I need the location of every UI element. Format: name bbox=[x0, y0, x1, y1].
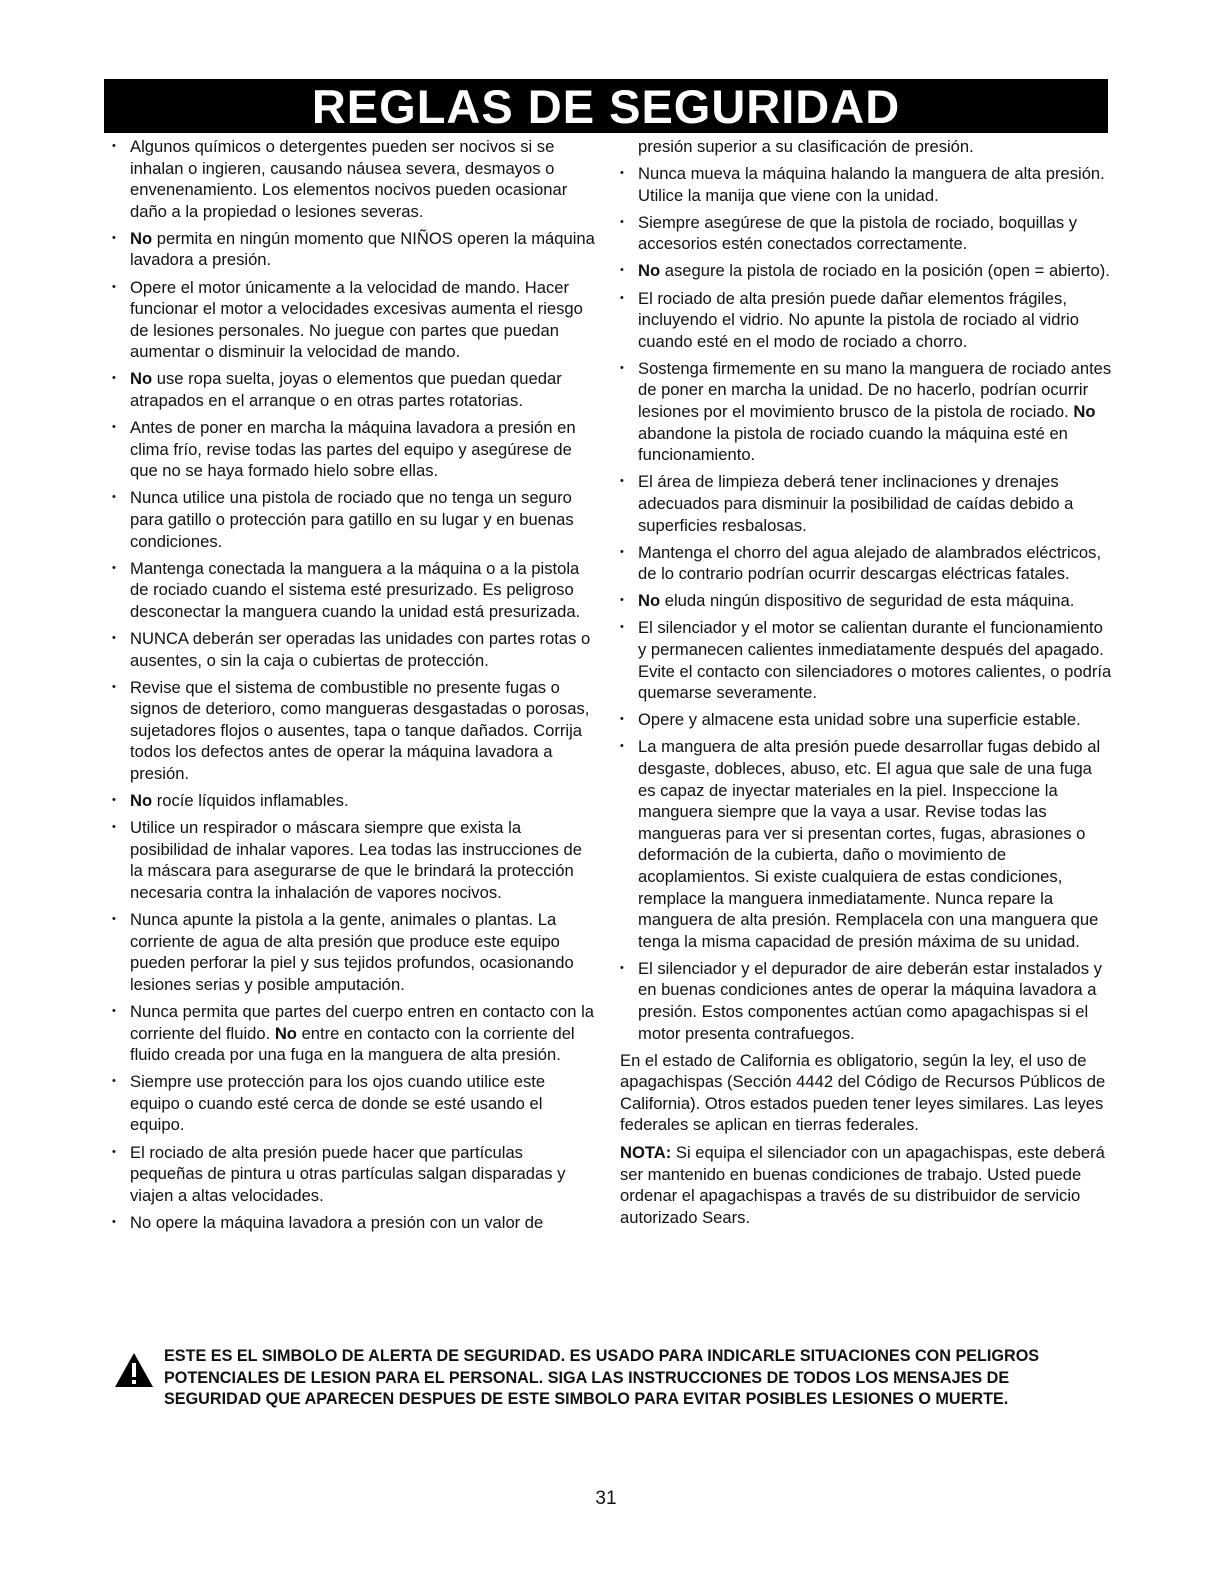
left-rules-list bbox=[112, 136, 598, 1233]
nota-paragraph bbox=[620, 1142, 1112, 1228]
rule-item bbox=[620, 288, 1112, 353]
rule-text: permita en ningún momento que NIÑOS operen la máquina lavadora a presión. bbox=[130, 228, 595, 270]
rule-text: Sostenga firmemente en su mano la manguera de rociado antes de poner en marcha la unidad. De no hacerlo, podrían ocurrir lesiones por el movimiento brusco de la pistola de rociado. bbox=[638, 358, 1112, 422]
rule-emphasis: No bbox=[130, 791, 153, 811]
rule-item bbox=[112, 417, 598, 482]
rule-text: El rociado de alta presión puede dañar elementos frágiles, incluyendo el vidrio. No apunte la pistola de rociado al vidrio cuando esté en el modo de rociado a chorro. bbox=[638, 288, 1079, 351]
rule-text: Mantenga conectada la manguera a la máquina o a la pistola de rociado cuando el sistema esté presurizado. Es peligroso desconectar la manguera cuando la unidad está presurizada. bbox=[130, 558, 581, 621]
nota-label: NOTA: bbox=[620, 1143, 672, 1163]
rule-item bbox=[112, 228, 598, 271]
rule-emphasis: No bbox=[130, 369, 153, 389]
rule-item bbox=[112, 790, 598, 812]
rule-text: Siempre use protección para los ojos cuando utilice este equipo o cuando esté cerca de donde se esté usando el equipo. bbox=[130, 1072, 546, 1135]
rule-emphasis: No bbox=[638, 591, 661, 611]
safety-alert bbox=[114, 1346, 1094, 1411]
rule-text: La manguera de alta presión puede desarrollar fugas debido al desgaste, dobleces, abuso, etc. El agua que sale de una fuga es capaz de inyectar materiales en la piel. Inspeccione la manguera siempre que la vaya a usar. Revise todas las mangueras para ver si presentan cortes, fugas, abrasiones o deformación de la cubierta, daño o movimiento de acoplamientos. Si existe cualquiera de estas condiciones, remplace la manguera inmediatamente. Nunca repare la manguera de alta presión. Remplacela con una manguera que tenga la misma capacidad de presión máxima de su unidad. bbox=[638, 737, 1101, 951]
rule-text: Antes de poner en marcha la máquina lavadora a presión en clima frío, revise todas las partes del equipo y asegúrese de que no se haya formado hielo sobre ellas. bbox=[130, 418, 576, 481]
rule-text: abandone la pistola de rociado cuando la máquina esté en funcionamiento. bbox=[638, 423, 1068, 465]
rule-item bbox=[620, 542, 1112, 585]
rule-item bbox=[112, 628, 598, 671]
rule-text: Opere el motor únicamente a la velocidad de mando. Hacer funcionar el motor a velocidades excesivas aumenta el riesgo de lesiones personales. No juegue con partes que puedan aumentar o disminuir la velocidad de mando. bbox=[130, 277, 583, 362]
rule-item bbox=[620, 358, 1112, 466]
rule-text: eluda ningún dispositivo de seguridad de esta máquina. bbox=[660, 591, 1075, 611]
rule-item bbox=[112, 1212, 598, 1234]
rule-item bbox=[620, 958, 1112, 1044]
rule-text: Algunos químicos o detergentes pueden ser nocivos si se inhalan o ingieren, causando náusea severa, desmayos o envenenamiento. Los elementos nocivos pueden ocasionar daño a la propiedad o lesiones severas. bbox=[130, 137, 568, 221]
rule-text: Mantenga el chorro del agua alejado de alambrados eléctricos, de lo contrario podrían ocurrir descargas eléctricas fatales. bbox=[638, 542, 1102, 584]
rule-text: El rociado de alta presión puede hacer que partículas pequeñas de pintura u otras partículas salgan disparadas y viajen a altas velocidades. bbox=[130, 1142, 566, 1205]
rule-item bbox=[620, 709, 1112, 731]
rule-item bbox=[112, 558, 598, 623]
page-number: 31 bbox=[595, 1488, 617, 1509]
rule-item bbox=[112, 1071, 598, 1136]
rule-text: El silenciador y el depurador de aire deberán estar instalados y en buenas condiciones antes de operar la máquina lavadora a presión. Estos componentes actúan como apagachispas si el motor presenta contrafuegos. bbox=[638, 958, 1102, 1043]
rule-item bbox=[620, 736, 1112, 952]
rule-item bbox=[112, 1142, 598, 1207]
rule-emphasis: No bbox=[638, 261, 661, 281]
rule-item bbox=[112, 136, 598, 222]
rule-item bbox=[112, 817, 598, 903]
rule-text: Opere y almacene esta unidad sobre una superficie estable. bbox=[638, 710, 1081, 730]
rule-text: entre en contacto con la corriente del fluido creada por una fuga en la manguera de alta presión. bbox=[130, 1023, 575, 1065]
rule-item bbox=[112, 1001, 598, 1066]
rule-text: No opere la máquina lavadora a presión con un valor de bbox=[130, 1212, 544, 1232]
rule-item bbox=[620, 212, 1112, 255]
right-column bbox=[620, 136, 1112, 1234]
rule-item bbox=[620, 260, 1112, 282]
rule-item bbox=[112, 277, 598, 363]
rule-text: Siempre asegúrese de que la pistola de rociado, boquillas y accesorios estén conectados correctamente. bbox=[638, 212, 1078, 254]
nota-text: Si equipa el silenciador con un apagachispas, este deberá ser mantenido en buenas condiciones de trabajo. Usted puede ordenar el apagachispas a través de su distribuidor de servicio autorizado Sears. bbox=[620, 1143, 1105, 1227]
rule-text: NUNCA deberán ser operadas las unidades con partes rotas o ausentes, o sin la caja o cubiertas de protección. bbox=[130, 628, 591, 670]
california-paragraph: En el estado de California es obligatorio, según la ley, el uso de apagachispas (Sección 4442 del Código de Recursos Públicos de California). Otros estados pueden tener leyes similares. Las leyes federales se aplican en tierras federales. bbox=[620, 1050, 1106, 1135]
rule-emphasis: No bbox=[130, 228, 153, 248]
rule-item bbox=[112, 677, 598, 785]
page-title: REGLAS DE SEGURIDAD bbox=[104, 79, 1108, 133]
rule-text: asegure la pistola de rociado en la posición (open = abierto). bbox=[660, 261, 1110, 281]
continued-rule-text: presión superior a su clasificación de presión. bbox=[638, 137, 974, 156]
rule-emphasis: No bbox=[1073, 402, 1096, 422]
rule-text: El silenciador y el motor se calientan durante el funcionamiento y permanecen calientes inmediatamente después del apagado. Evite el contacto con silenciadores o motores calientes, o podría quemarse severamente. bbox=[638, 618, 1112, 703]
rule-text: Nunca apunte la pistola a la gente, animales o plantas. La corriente de agua de alta presión que produce este equipo pueden perforar la piel y sus tejidos profundos, ocasionando lesiones serias y posible amputación. bbox=[130, 910, 574, 994]
rule-text: El área de limpieza deberá tener inclinaciones y drenajes adecuados para disminuir la posibilidad de caídas debido a superficies resbalosas. bbox=[638, 472, 1074, 535]
right-rules-list bbox=[620, 136, 1112, 1044]
safety-alert-text: ESTE ES EL SIMBOLO DE ALERTA DE SEGURIDAD. ES USADO PARA INDICARLE SITUACIONES CON PELIGROS POTENCIALES DE LESION PARA EL PERSONAL. SIGA LAS INSTRUCCIONES DE TODOS LOS MENSAJES DE SEGURIDAD QUE APARECEN DESPUES DE ESTE SIMBOLO PARA EVITAR POSIBLES LESIONES O MUERTE. bbox=[164, 1347, 1040, 1409]
rule-item bbox=[620, 163, 1112, 206]
rule-text: Revise que el sistema de combustible no presente fugas o signos de deterioro, como mangueras desgastadas o porosas, sujetadores flojos o ausentes, tapa o tanque dañados. Corrija todos los defectos antes de operar la máquina lavadora a presión. bbox=[130, 677, 590, 784]
rule-text: rocíe líquidos inflamables. bbox=[152, 791, 349, 811]
rule-emphasis: No bbox=[274, 1023, 297, 1043]
rule-text: Nunca utilice una pistola de rociado que no tenga un seguro para gatillo o protección para gatillo en su lugar y en buenas condiciones. bbox=[130, 488, 574, 551]
rule-text: Nunca mueva la máquina halando la manguera de alta presión. Utilice la manija que viene con la unidad. bbox=[638, 164, 1105, 205]
warning-triangle-icon bbox=[114, 1352, 154, 1388]
left-column bbox=[112, 136, 598, 1239]
rule-text: Utilice un respirador o máscara siempre que exista la posibilidad de inhalar vapores. Lea todas las instrucciones de la máscara para asegurarse de que le brindará la protección necesaria contra la inhalación de vapores nocivos. bbox=[130, 818, 583, 902]
rule-text: Nunca permita que partes del cuerpo entren en contacto con la corriente del fluido. bbox=[130, 1001, 594, 1043]
rule-item bbox=[112, 368, 598, 411]
rule-item bbox=[620, 617, 1112, 703]
rule-text: use ropa suelta, joyas o elementos que puedan quedar atrapados en el arranque o en otras partes rotatorias. bbox=[130, 369, 562, 411]
rule-item bbox=[112, 487, 598, 552]
rule-item bbox=[112, 909, 598, 995]
rule-item bbox=[620, 471, 1112, 536]
rule-item bbox=[620, 590, 1112, 612]
